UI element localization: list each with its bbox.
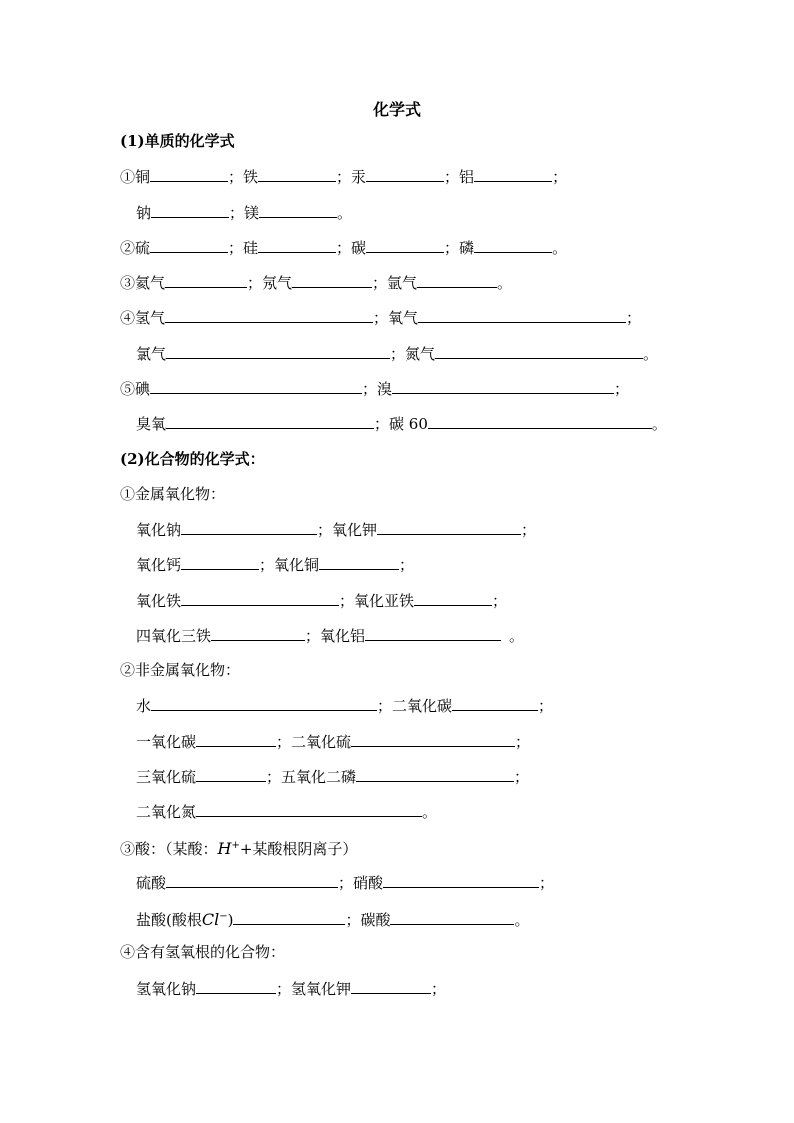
- page-title: 化学式: [372, 100, 421, 119]
- label-aluminum-oxide: ；氧化铝: [305, 627, 366, 645]
- label-carbon-monoxide: 一氧化碳: [136, 733, 197, 751]
- separator: ；: [626, 309, 642, 327]
- separator: ；: [399, 556, 415, 574]
- label-sulfur: ②硫: [120, 239, 151, 257]
- label-iron: ；铁: [228, 168, 259, 186]
- label-aluminum: ；铝: [444, 168, 475, 186]
- label-c60: ；碳 60: [374, 415, 428, 433]
- answer-blank[interactable]: [428, 413, 652, 429]
- subheading-acids: [120, 836, 357, 859]
- answer-blank[interactable]: [165, 272, 247, 288]
- paren-close: ): [227, 911, 234, 929]
- answer-blank[interactable]: [351, 978, 431, 994]
- line-13: [136, 625, 524, 646]
- line-5: [120, 307, 641, 328]
- section-heading-compounds: (2)化合物的化学式：: [120, 450, 265, 468]
- answer-blank[interactable]: [150, 237, 228, 253]
- answer-blank[interactable]: [366, 166, 444, 182]
- line-23: [136, 978, 446, 999]
- line-7: [120, 378, 629, 399]
- line-21: [136, 907, 530, 930]
- line-10: [136, 519, 536, 540]
- separator: 。: [514, 911, 530, 929]
- separator: 。: [552, 239, 568, 257]
- subheading-nonmetal-oxides: ②非金属氧化物：: [120, 661, 241, 679]
- line-16: [136, 731, 530, 752]
- line-15: [136, 695, 553, 716]
- label-potassium-hydroxide: ；氢氧化钾: [276, 980, 352, 998]
- label-carbon-dioxide: ；二氧化碳: [377, 697, 453, 715]
- answer-blank[interactable]: [351, 731, 515, 747]
- line-18: [136, 801, 437, 822]
- label-sulfur-dioxide: ；二氧化硫: [276, 733, 352, 751]
- subheading-metal-oxides: ①金属氧化物：: [120, 485, 226, 503]
- answer-blank[interactable]: [383, 872, 539, 888]
- label-carbon: ；碳: [336, 239, 367, 257]
- separator: ；: [431, 980, 447, 998]
- label-water: 水: [136, 697, 152, 715]
- answer-blank[interactable]: [151, 695, 377, 711]
- answer-blank[interactable]: [319, 554, 399, 570]
- label-iron-iii-oxide: 氧化铁: [136, 592, 182, 610]
- answer-blank[interactable]: [435, 343, 643, 359]
- label-oxygen: ；氧气: [373, 309, 419, 327]
- separator: ；: [614, 380, 630, 398]
- label-calcium-oxide: 氧化钙: [136, 556, 182, 574]
- separator: ；: [515, 733, 531, 751]
- answer-blank[interactable]: [417, 272, 497, 288]
- answer-blank[interactable]: [474, 166, 552, 182]
- answer-blank[interactable]: [392, 378, 614, 394]
- answer-blank[interactable]: [452, 695, 538, 711]
- answer-blank[interactable]: [196, 731, 276, 747]
- answer-blank[interactable]: [292, 272, 372, 288]
- separator: 。: [497, 274, 513, 292]
- line-1: [120, 166, 567, 187]
- label-nitrogen: ；氮气: [390, 345, 436, 363]
- answer-blank[interactable]: [258, 237, 336, 253]
- line-3: [120, 237, 567, 258]
- label-carbonic-acid: ；碳酸: [345, 911, 391, 929]
- label-mercury: ；汞: [336, 168, 367, 186]
- answer-blank[interactable]: [233, 909, 345, 925]
- separator: 。: [643, 345, 659, 363]
- answer-blank[interactable]: [474, 237, 552, 253]
- answer-blank[interactable]: [181, 519, 317, 535]
- answer-blank[interactable]: [365, 625, 501, 641]
- acid-intro-text-end: +某酸根阴离子）: [239, 840, 358, 858]
- label-magnesium: ；镁: [229, 204, 260, 222]
- line-20: [136, 872, 554, 893]
- line-4: [120, 272, 512, 293]
- answer-blank[interactable]: [390, 909, 514, 925]
- label-silicon: ；硅: [228, 239, 259, 257]
- line-2: [136, 202, 352, 223]
- ion-charge: −: [219, 911, 228, 922]
- answer-blank[interactable]: [366, 237, 444, 253]
- separator: ；: [538, 697, 554, 715]
- answer-blank[interactable]: [377, 519, 521, 535]
- answer-blank[interactable]: [150, 378, 362, 394]
- separator: 。: [422, 803, 438, 821]
- label-hydrogen: ④氢气: [120, 309, 166, 327]
- section-heading-elements: (1)单质的化学式: [120, 132, 235, 150]
- acid-intro-text: ③酸：（某酸：: [120, 840, 218, 858]
- separator: ；: [539, 874, 555, 892]
- answer-blank[interactable]: [196, 978, 276, 994]
- answer-blank[interactable]: [211, 625, 305, 641]
- label-iron-ii-oxide: ；氧化亚铁: [339, 592, 415, 610]
- label-neon: ；氖气: [247, 274, 293, 292]
- answer-blank[interactable]: [258, 166, 336, 182]
- answer-blank[interactable]: [356, 766, 514, 782]
- label-nitric-acid: ；硝酸: [338, 874, 384, 892]
- label-copper-oxide: ；氧化铜: [259, 556, 320, 574]
- label-iron-ii-iii-oxide: 四氧化三铁: [136, 627, 212, 645]
- answer-blank[interactable]: [181, 554, 259, 570]
- label-phosphorus: ；磷: [444, 239, 475, 257]
- separator: ；: [552, 168, 568, 186]
- label-iodine: ⑤碘: [120, 380, 151, 398]
- answer-blank[interactable]: [181, 590, 339, 606]
- label-sulfuric-acid: 硫酸: [136, 874, 167, 892]
- line-17: [136, 766, 529, 787]
- chloride-ion-symbol: Cl: [201, 910, 220, 929]
- label-phosphorus-pentoxide: ；五氧化二磷: [266, 768, 357, 786]
- subheading-hydroxides: ④含有氢氧根的化合物：: [120, 943, 286, 961]
- label-potassium-oxide: ；氧化钾: [317, 521, 378, 539]
- label-chlorine: 氯气: [136, 345, 167, 363]
- answer-blank[interactable]: [165, 307, 373, 323]
- label-ozone: 臭氧: [136, 415, 167, 433]
- answer-blank[interactable]: [166, 872, 338, 888]
- line-6: [136, 343, 658, 364]
- answer-blank[interactable]: [196, 766, 266, 782]
- answer-blank[interactable]: [414, 590, 492, 606]
- separator: 。: [509, 627, 525, 645]
- label-argon: ；氩气: [372, 274, 418, 292]
- label-copper: ①铜: [120, 168, 151, 186]
- separator: 。: [337, 204, 353, 222]
- label-hydrochloric-acid: 盐酸(酸根: [136, 911, 202, 929]
- line-12: [136, 590, 507, 611]
- line-8: [136, 413, 667, 434]
- answer-blank[interactable]: [150, 166, 228, 182]
- label-nitrogen-dioxide: 二氧化氮: [136, 803, 197, 821]
- line-11: [136, 554, 414, 575]
- answer-blank[interactable]: [259, 202, 337, 218]
- separator: ；: [492, 592, 508, 610]
- label-helium: ③氦气: [120, 274, 166, 292]
- separator: ；: [521, 521, 537, 539]
- label-sulfur-trioxide: 三氧化硫: [136, 768, 197, 786]
- hydrogen-ion-symbol: H: [217, 839, 232, 858]
- label-sodium: 钠: [136, 204, 152, 222]
- answer-blank[interactable]: [166, 343, 390, 359]
- answer-blank[interactable]: [151, 202, 229, 218]
- answer-blank[interactable]: [166, 413, 374, 429]
- separator: ；: [514, 768, 530, 786]
- label-bromine: ；溴: [362, 380, 393, 398]
- label-sodium-hydroxide: 氢氧化钠: [136, 980, 197, 998]
- answer-blank[interactable]: [418, 307, 626, 323]
- ion-charge: +: [231, 840, 240, 851]
- label-sodium-oxide: 氧化钠: [136, 521, 182, 539]
- answer-blank[interactable]: [196, 801, 422, 817]
- separator: 。: [651, 415, 667, 433]
